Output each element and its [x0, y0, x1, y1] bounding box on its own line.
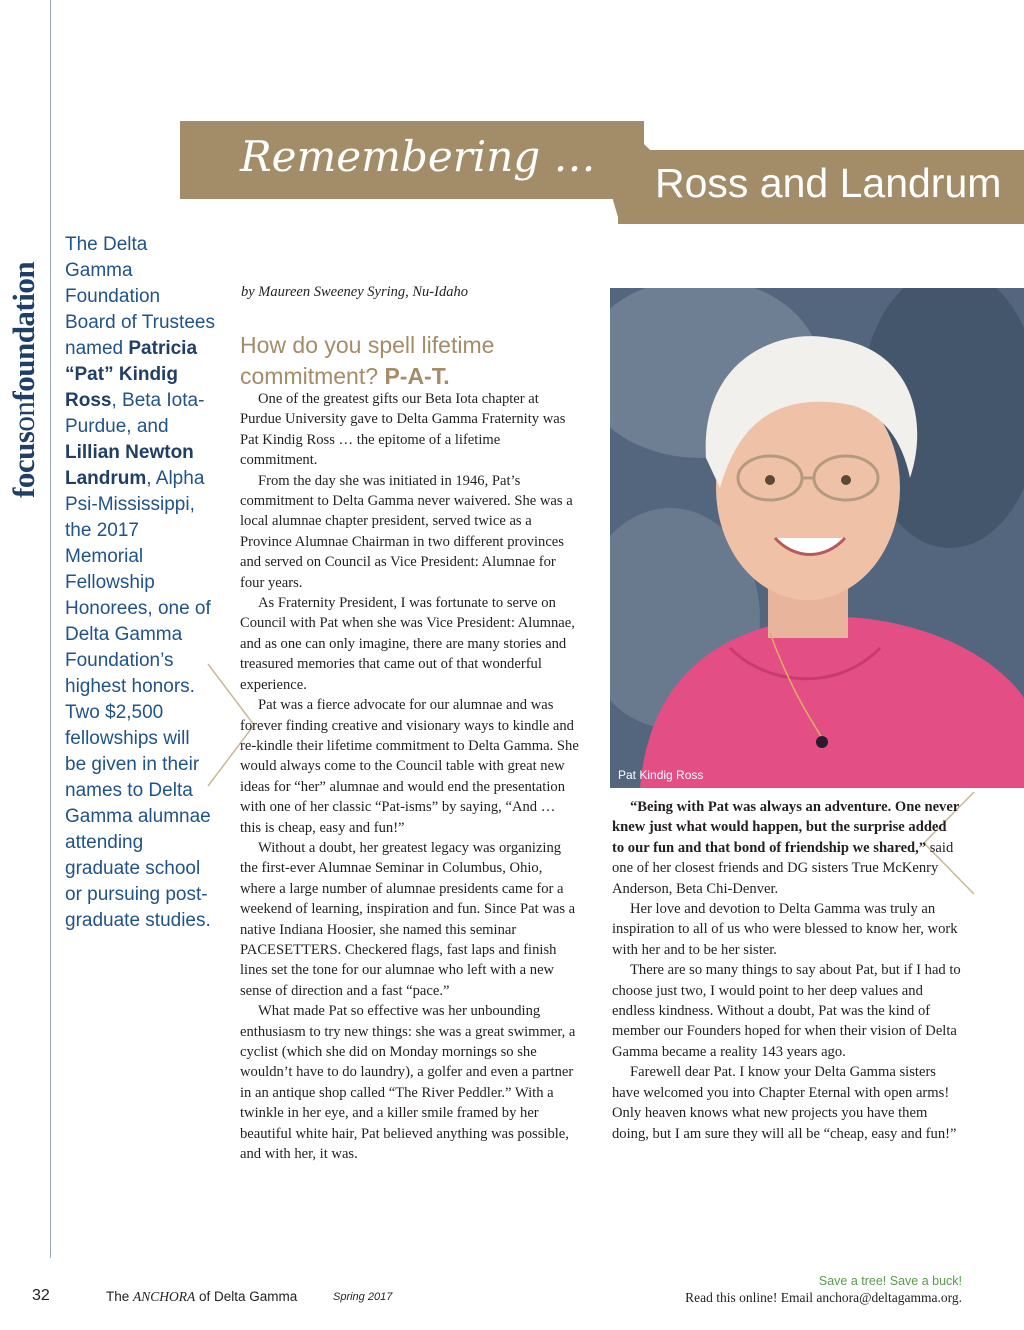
save-tree-note: Save a tree! Save a buck!: [818, 1274, 962, 1288]
paragraph: Pat was a fierce advocate for our alumnae and was forever finding creative and visionary ways to kindle and re-kindle their lifetime commitment to Delta Gamma. She would always come to the Council table with great new ideas for “her” alumnae and would end the presentation with one of her classic “Pat-isms” by saying, “And … this is cheap, easy and fun!”: [240, 697, 579, 836]
byline: by Maureen Sweeney Syring, Nu-Idaho: [241, 284, 468, 300]
sidebar-intro: The Delta Gamma Foundation Board of Trustees named Patricia “Pat” Kindig Ross, Beta Iota-Purdue, and Lillian Newton Landrum, Alpha Psi-Mississippi, the 2017 Memorial Fellowship Honorees, one of Delta Gamma Foundation’s highest honors. Two $2,500 fellowships will be given in their names to Delta Gamma alumnae attending graduate school or pursuing post-graduate studies.: [65, 234, 215, 931]
portrait-illustration: [610, 288, 1024, 788]
section-label: focusonfoundation: [6, 261, 41, 498]
honoree-name-ross: Patricia “Pat” Kindig Ross: [65, 338, 198, 411]
paragraph: One of the greatest gifts our Beta Iota chapter at Purdue University gave to Delta Gamma Fraternity was Pat Kindig Ross … the epitome of a lifetime commitment.: [240, 391, 566, 469]
paragraph: From the day she was initiated in 1946, Pat’s commitment to Delta Gamma never waivered. She was a local alumnae chapter president, served twice as a Province Alumnae Chairman in two different provinces and served on Council as Vice President: Alumnae for four years.: [240, 472, 573, 591]
paragraph: What made Pat so effective was her unbounding enthusiasm to try new things: she was a great swimmer, a cyclist (which she did on Monday mornings so she wouldn’t have to do laundry), a golfer and even a partner in an antique shop called “The River Peddler.” With a twinkle in her eye, and a killer smile framed by her beautiful white hair, Pat believed anything was possible, and with her, it was.: [240, 1003, 576, 1163]
article-headline: How do you spell lifetime commitment? P-A-T.: [240, 332, 495, 389]
banner-title: Remembering …: [240, 132, 596, 181]
portrait-photo: [610, 288, 1024, 788]
honoree-name-landrum: Lillian Newton Landrum: [65, 442, 194, 489]
left-margin-rule: [50, 0, 51, 1258]
page-number: 32: [32, 1287, 50, 1304]
paragraph: Her love and devotion to Delta Gamma was truly an inspiration to all of us who were blessed to know her, work with her and to be her sister.: [612, 901, 958, 958]
paragraph: Farewell dear Pat. I know your Delta Gamma sisters have welcomed you into Chapter Eternal with open arms! Only heaven knows what new projects you have them doing, but I am sure they will all be “cheap, easy and fun!”: [612, 1064, 957, 1142]
banner-subtitle: Ross and Landrum: [655, 160, 1002, 206]
photo-caption: Pat Kindig Ross: [618, 768, 704, 782]
issue-label: Spring 2017: [333, 1291, 393, 1303]
article-column-1: [240, 389, 580, 1164]
paragraph: There are so many things to say about Pat, but if I had to choose just two, I would point to her deep values and endless kindness. Without a doubt, Pat was the kind of member our Founders hoped for when their vision of Delta Gamma became a reality 143 years ago.: [612, 962, 961, 1060]
article-column-2: [612, 797, 962, 1144]
pull-quote: “Being with Pat was always an adventure. One never knew just what would happen, but the surprise added to our fun and that bond of friendship we shared,” said one of her closest friends and DG sisters True McKenry Anderson, Beta Chi-Denver.: [612, 799, 960, 897]
magazine-name: The ANCHORA of Delta Gamma: [106, 1289, 298, 1304]
read-online-note: Read this online! Email anchora@deltagamma.org.: [685, 1290, 962, 1305]
paragraph: Without a doubt, her greatest legacy was organizing the first-ever Alumnae Seminar in Columbus, Ohio, where a large number of alumnae presidents came for a weekend of learning, inspiration and fun. Since Pat was a native Indiana Hoosier, she named this seminar PACESETTERS. Checkered flags, fast laps and finish lines set the tone for our alumnae who left with a new sense of direction and a fast “pace.”: [240, 839, 576, 999]
paragraph: As Fraternity President, I was fortunate to serve on Council with Pat when she was Vice President: Alumnae, and as one can only imagine, there are many stories and treasured memories that came out of that wonderful experience.: [240, 595, 575, 693]
